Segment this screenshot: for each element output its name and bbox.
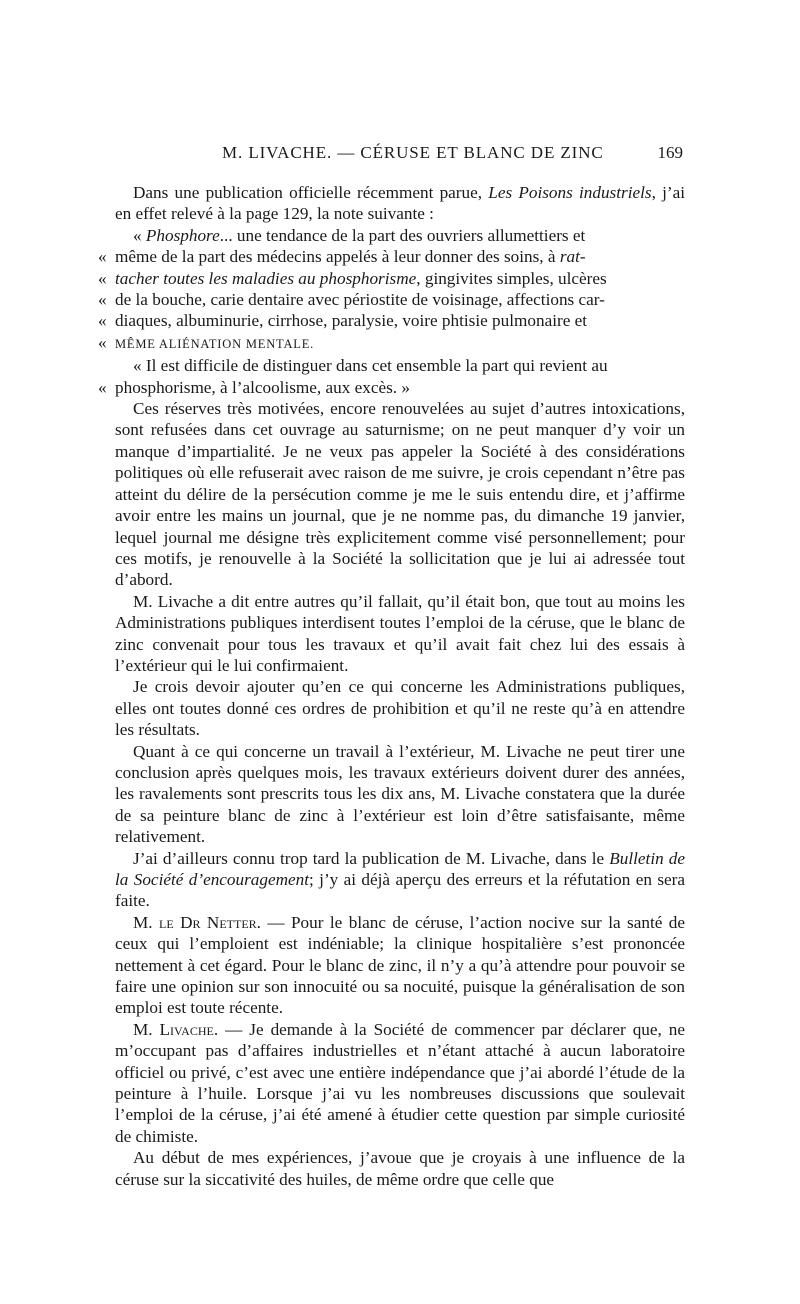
body-text: [98, 182, 686, 1190]
paragraph-1-text-c: , j’ai en effet relevé à la page 129, la note suivante :: [115, 183, 685, 224]
block-quote: [98, 225, 685, 398]
paragraph-5: Quant à ce qui concerne un travail à l’extérieur, M. Livache ne peut tirer une conclusion après quelques mois, les travaux extérieurs doivent durer des années, les ravalements sont prescrits tous les dix ans, M. Livache constatera que la durée de sa peinture blanc de zinc à l’extérieur est loin d’être satisfaisante, même relativement.: [115, 741, 685, 847]
quote-keyword: Phosphore: [145, 225, 220, 245]
quote-line-8-text: phosphorisme, à l’alcoolisme, aux excès. »: [115, 377, 410, 397]
paragraph-6-text-a: J’ai d’ailleurs connu trop tard la publication de M. Livache, dans le: [133, 848, 610, 868]
speaker-netter: M. le Dr Netter.: [133, 912, 261, 932]
quote-line-2-text: même de la part des médecins appelés à leur donner des soins, à: [115, 247, 560, 267]
paragraph-3: M. Livache a dit entre autres qu’il fallait, qu’il était bon, que tout au moins les Administrations publiques interdisent toutes l’emploi de la céruse, que le blanc de zinc convenait pour tous les travaux et qu’il avait fait chez lui des essais à l’extérieur qui le lui confirmaient.: [115, 591, 685, 675]
quote-line-1-text: ... une tendance de la part des ouvriers allumettiers et: [219, 225, 586, 245]
quote-open-mark: «: [133, 225, 146, 245]
quote-continuation-mark: «: [98, 290, 107, 310]
paragraph-2: Ces réserves très motivées, encore renouvelées au sujet d’autres intoxications, sont refusées dans cet ouvrage au saturnisme; on ne peut manquer d’y voir un manque d’impartialité. Je ne veux pas appeler la Société à des considérations politiques où elle refuserait avec raison de me suivre, je crois cependant n’être pas atteint du délire de la persécution comme je me le suis entendu dire, et j’affirme avoir entre les mains un journal, que je ne nomme pas, du dimanche 19 janvier, lequel journal me désigne très explicitement comme visé personnellement; pour ces motifs, je renouvelle à la Société la sollicitation que je lui ai adressée tout d’abord.: [115, 399, 685, 590]
running-head: [100, 143, 683, 167]
quote-line-8: [98, 377, 685, 398]
quote-continuation-mark: «: [98, 247, 107, 267]
quote-continuation-mark: «: [98, 332, 107, 352]
paragraph-7: [115, 912, 685, 1019]
speaker-livache: M. Livache.: [133, 1019, 219, 1039]
quote-line-6: [98, 332, 685, 355]
quote-line-7-text: « Il est difficile de distinguer dans cet ensemble la part qui revient au: [133, 356, 608, 376]
cited-bulletin-title: Bulletin de la Société d’encouragement: [115, 848, 685, 889]
paragraph-7-text: — Pour le blanc de céruse, l’action nocive sur la santé de ceux qui l’emploient est indéniable; la clinique hospitalière s’est prononcée nettement à cet égard. Pour le blanc de zinc, il n’y a qu’à attendre pour pouvoir se faire une opinion sur son innocuité ou sa nocuité, puisque la généralisation de son emploi est toute récente.: [115, 912, 685, 1018]
quote-continuation-mark: «: [98, 377, 107, 397]
paragraph-6: [115, 848, 685, 912]
quote-line-7: [115, 355, 685, 376]
quote-line-1: [115, 225, 685, 246]
paragraph-6-text-c: ; j’y ai déjà aperçu des erreurs et la réfutation en sera faite.: [115, 870, 686, 911]
paragraph-1: [115, 182, 685, 225]
quote-line-2-italic: rat-: [559, 247, 586, 267]
running-head-title: M. LIVACHE. — CÉRUSE ET BLANC DE ZINC: [222, 143, 604, 162]
quote-line-3-text: , gingivites simples, ulcères: [416, 268, 607, 288]
paragraph-8: [115, 1019, 685, 1147]
paragraph-4: Je crois devoir ajouter qu’en ce qui concerne les Administrations publiques, elles ont toutes donné ces ordres de prohibition et qu’il ne reste qu’à en attendre les résultats.: [115, 677, 685, 740]
paragraph-1-text-a: Dans une publication officielle récemment parue,: [133, 183, 489, 202]
quote-line-3: [98, 268, 685, 289]
quote-continuation-mark: «: [98, 311, 107, 331]
quote-line-2: [98, 246, 685, 267]
quote-line-4-text: de la bouche, carie dentaire avec périostite de voisinage, affections car-: [115, 290, 605, 310]
paragraph-8-text: — Je demande à la Société de commencer par déclarer que, ne m’occupant pas d’affaires industrielles et n’étant attaché à aucun laboratoire officiel ou privé, c’est avec une entière indépendance que j’ai abordé l’étude de la peinture à l’huile. Lorsque j’ai vu les nombreuses discussions que soulevait l’emploi de la céruse, j’ai été amené à étudier cette question par simple curiosité de chimiste.: [115, 1019, 685, 1146]
quote-line-5-text: diaques, albuminurie, cirrhose, paralysie, voire phtisie pulmonaire et: [115, 311, 588, 331]
page-number: 169: [657, 143, 683, 162]
quote-line-5: [98, 310, 685, 331]
quote-line-3-italic: tacher toutes les maladies au phosphorisme: [115, 268, 417, 288]
cited-work-title: Les Poisons industriels: [488, 183, 652, 202]
quote-line-4: [98, 289, 685, 310]
paragraph-9: Au début de mes expériences, j’avoue que je croyais à une influence de la céruse sur la siccativité des huiles, de même ordre que celle que: [115, 1148, 685, 1189]
quote-continuation-mark: «: [98, 268, 107, 288]
quote-line-6-text: MÊME ALIÉNATION MENTALE.: [115, 336, 315, 351]
